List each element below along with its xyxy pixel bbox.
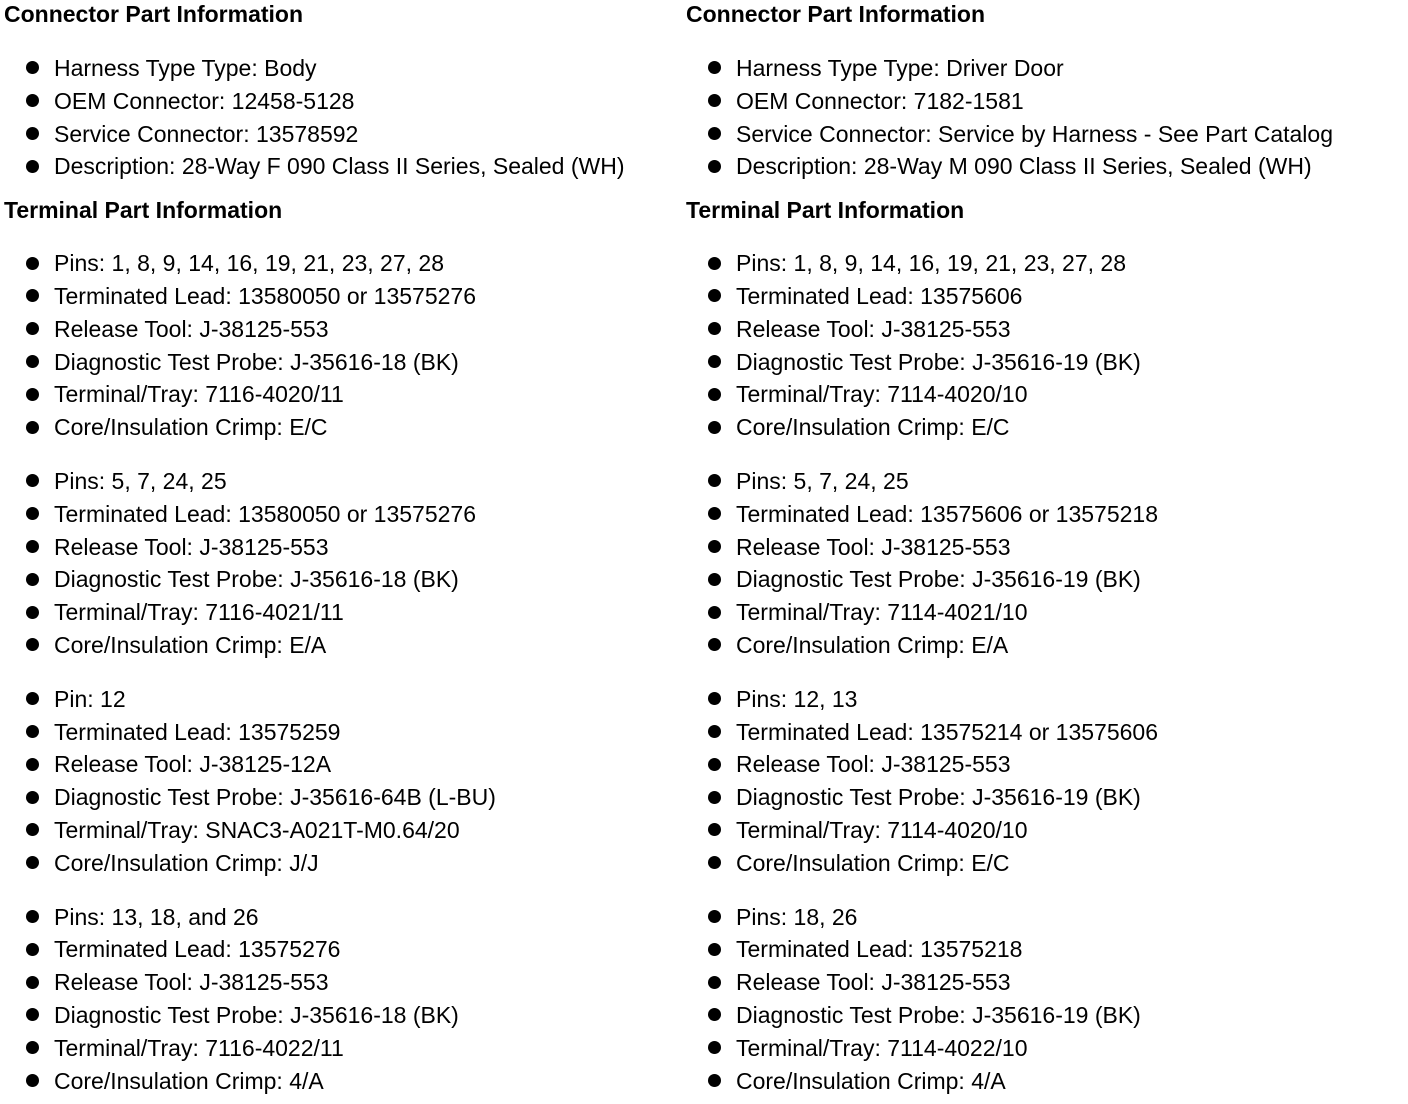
list-item: Pins: 13, 18, and 26 xyxy=(4,901,694,934)
bullet-icon xyxy=(708,1041,721,1054)
bullet-icon xyxy=(26,61,39,74)
list-item: Diagnostic Test Probe: J-35616-18 (BK) xyxy=(4,999,694,1032)
bullet-icon xyxy=(708,606,721,619)
bullet-icon xyxy=(708,289,721,302)
bullet-icon xyxy=(26,127,39,140)
list-item: Core/Insulation Crimp: E/C xyxy=(686,847,1376,880)
list-item: Diagnostic Test Probe: J-35616-64B (L-BU) xyxy=(4,781,694,814)
list-item: Pins: 5, 7, 24, 25 xyxy=(686,465,1376,498)
list-item: Terminated Lead: 13575606 or 13575218 xyxy=(686,498,1376,531)
bullet-icon xyxy=(708,638,721,651)
bullet-icon xyxy=(26,160,39,173)
list-item: Terminal/Tray: 7114-4022/10 xyxy=(686,1032,1376,1065)
list-item: OEM Connector: 7182-1581 xyxy=(686,85,1376,118)
bullet-icon xyxy=(708,976,721,989)
list-item: Terminated Lead: 13580050 or 13575276 xyxy=(4,498,694,531)
list-item: Harness Type Type: Driver Door xyxy=(686,52,1376,85)
list-item: Diagnostic Test Probe: J-35616-18 (BK) xyxy=(4,346,694,379)
list-item: Release Tool: J-38125-553 xyxy=(4,531,694,564)
list-item: Release Tool: J-38125-553 xyxy=(686,748,1376,781)
list-item: Terminated Lead: 13575259 xyxy=(4,716,694,749)
bullet-icon xyxy=(26,856,39,869)
list-item: Pins: 18, 26 xyxy=(686,901,1376,934)
list-item: Release Tool: J-38125-12A xyxy=(4,748,694,781)
connector-part-information-heading: Connector Part Information xyxy=(4,1,304,27)
list-item: Diagnostic Test Probe: J-35616-19 (BK) xyxy=(686,781,1376,814)
list-item: Terminated Lead: 13575606 xyxy=(686,280,1376,313)
list-item: Terminal/Tray: 7116-4022/11 xyxy=(4,1032,694,1065)
list-item: Description: 28-Way M 090 Class II Series, Sealed (WH) xyxy=(686,150,1376,183)
bullet-icon xyxy=(708,507,721,520)
terminal-group-2 xyxy=(4,465,694,662)
list-item: OEM Connector: 12458-5128 xyxy=(4,85,694,118)
list-item: Harness Type Type: Body xyxy=(4,52,694,85)
list-item: Terminal/Tray: 7114-4020/10 xyxy=(686,814,1376,847)
bullet-icon xyxy=(708,758,721,771)
list-item: Release Tool: J-38125-553 xyxy=(4,966,694,999)
bullet-icon xyxy=(26,910,39,923)
bullet-icon xyxy=(708,823,721,836)
bullet-icon xyxy=(708,94,721,107)
list-item: Diagnostic Test Probe: J-35616-19 (BK) xyxy=(686,346,1376,379)
bullet-icon xyxy=(708,160,721,173)
bullet-icon xyxy=(26,322,39,335)
list-item: Service Connector: 13578592 xyxy=(4,118,694,151)
list-item: Core/Insulation Crimp: 4/A xyxy=(686,1065,1376,1098)
list-item: Pins: 1, 8, 9, 14, 16, 19, 21, 23, 27, 28 xyxy=(4,247,694,280)
terminal-part-information-heading: Terminal Part Information xyxy=(686,197,965,224)
bullet-icon xyxy=(708,692,721,705)
list-item: Terminal/Tray: SNAC3-A021T-M0.64/20 xyxy=(4,814,694,847)
list-item: Terminated Lead: 13575214 or 13575606 xyxy=(686,716,1376,749)
bullet-icon xyxy=(708,943,721,956)
bullet-icon xyxy=(708,1008,721,1021)
list-item: Pins: 1, 8, 9, 14, 16, 19, 21, 23, 27, 28 xyxy=(686,247,1376,280)
bullet-icon xyxy=(708,856,721,869)
bullet-icon xyxy=(26,638,39,651)
list-item: Core/Insulation Crimp: J/J xyxy=(4,847,694,880)
terminal-group-3 xyxy=(4,683,694,880)
list-item: Core/Insulation Crimp: E/A xyxy=(4,629,694,662)
terminal-group-1 xyxy=(686,247,1376,444)
list-item: Pin: 12 xyxy=(4,683,694,716)
bullet-icon xyxy=(26,289,39,302)
terminal-group-2 xyxy=(686,465,1376,662)
list-item: Core/Insulation Crimp: 4/A xyxy=(4,1065,694,1098)
terminal-group-3 xyxy=(686,683,1376,880)
bullet-icon xyxy=(708,61,721,74)
bullet-icon xyxy=(708,791,721,804)
bullet-icon xyxy=(26,692,39,705)
connector-info-list xyxy=(686,52,1376,183)
connector-part-information-heading: Connector Part Information xyxy=(686,1,986,27)
list-item: Terminal/Tray: 7116-4020/11 xyxy=(4,378,694,411)
list-item: Release Tool: J-38125-553 xyxy=(686,966,1376,999)
list-item: Pins: 12, 13 xyxy=(686,683,1376,716)
connector-info-list xyxy=(4,52,694,183)
bullet-icon xyxy=(26,976,39,989)
bullet-icon xyxy=(708,910,721,923)
bullet-icon xyxy=(708,388,721,401)
list-item: Description: 28-Way F 090 Class II Series, Sealed (WH) xyxy=(4,150,694,183)
bullet-icon xyxy=(708,355,721,368)
bullet-icon xyxy=(26,725,39,738)
bullet-icon xyxy=(708,540,721,553)
terminal-part-information-heading: Terminal Part Information xyxy=(4,197,283,224)
bullet-icon xyxy=(26,758,39,771)
terminal-group-1 xyxy=(4,247,694,444)
list-item: Pins: 5, 7, 24, 25 xyxy=(4,465,694,498)
bullet-icon xyxy=(26,943,39,956)
list-item: Service Connector: Service by Harness - See Part Catalog xyxy=(686,118,1376,151)
bullet-icon xyxy=(26,540,39,553)
bullet-icon xyxy=(26,257,39,270)
list-item: Terminated Lead: 13575276 xyxy=(4,933,694,966)
bullet-icon xyxy=(708,127,721,140)
list-item: Core/Insulation Crimp: E/A xyxy=(686,629,1376,662)
bullet-icon xyxy=(708,421,721,434)
bullet-icon xyxy=(26,606,39,619)
list-item: Release Tool: J-38125-553 xyxy=(4,313,694,346)
bullet-icon xyxy=(708,573,721,586)
bullet-icon xyxy=(26,791,39,804)
bullet-icon xyxy=(26,573,39,586)
bullet-icon xyxy=(26,388,39,401)
list-item: Release Tool: J-38125-553 xyxy=(686,531,1376,564)
terminal-group-4 xyxy=(4,901,694,1098)
bullet-icon xyxy=(26,1074,39,1087)
bullet-icon xyxy=(26,421,39,434)
list-item: Core/Insulation Crimp: E/C xyxy=(686,411,1376,444)
list-item: Terminal/Tray: 7114-4020/10 xyxy=(686,378,1376,411)
bullet-icon xyxy=(26,507,39,520)
right-column xyxy=(686,0,1376,1097)
bullet-icon xyxy=(26,474,39,487)
bullet-icon xyxy=(26,1008,39,1021)
list-item: Diagnostic Test Probe: J-35616-19 (BK) xyxy=(686,999,1376,1032)
bullet-icon xyxy=(708,725,721,738)
bullet-icon xyxy=(708,257,721,270)
list-item: Terminal/Tray: 7116-4021/11 xyxy=(4,596,694,629)
list-item: Terminal/Tray: 7114-4021/10 xyxy=(686,596,1376,629)
bullet-icon xyxy=(26,823,39,836)
list-item: Diagnostic Test Probe: J-35616-19 (BK) xyxy=(686,563,1376,596)
list-item: Core/Insulation Crimp: E/C xyxy=(4,411,694,444)
bullet-icon xyxy=(708,322,721,335)
bullet-icon xyxy=(708,1074,721,1087)
list-item: Terminated Lead: 13575218 xyxy=(686,933,1376,966)
bullet-icon xyxy=(26,94,39,107)
list-item: Diagnostic Test Probe: J-35616-18 (BK) xyxy=(4,563,694,596)
list-item: Terminated Lead: 13580050 or 13575276 xyxy=(4,280,694,313)
bullet-icon xyxy=(708,474,721,487)
terminal-group-4 xyxy=(686,901,1376,1098)
bullet-icon xyxy=(26,1041,39,1054)
list-item: Release Tool: J-38125-553 xyxy=(686,313,1376,346)
left-column xyxy=(4,0,694,1097)
bullet-icon xyxy=(26,355,39,368)
